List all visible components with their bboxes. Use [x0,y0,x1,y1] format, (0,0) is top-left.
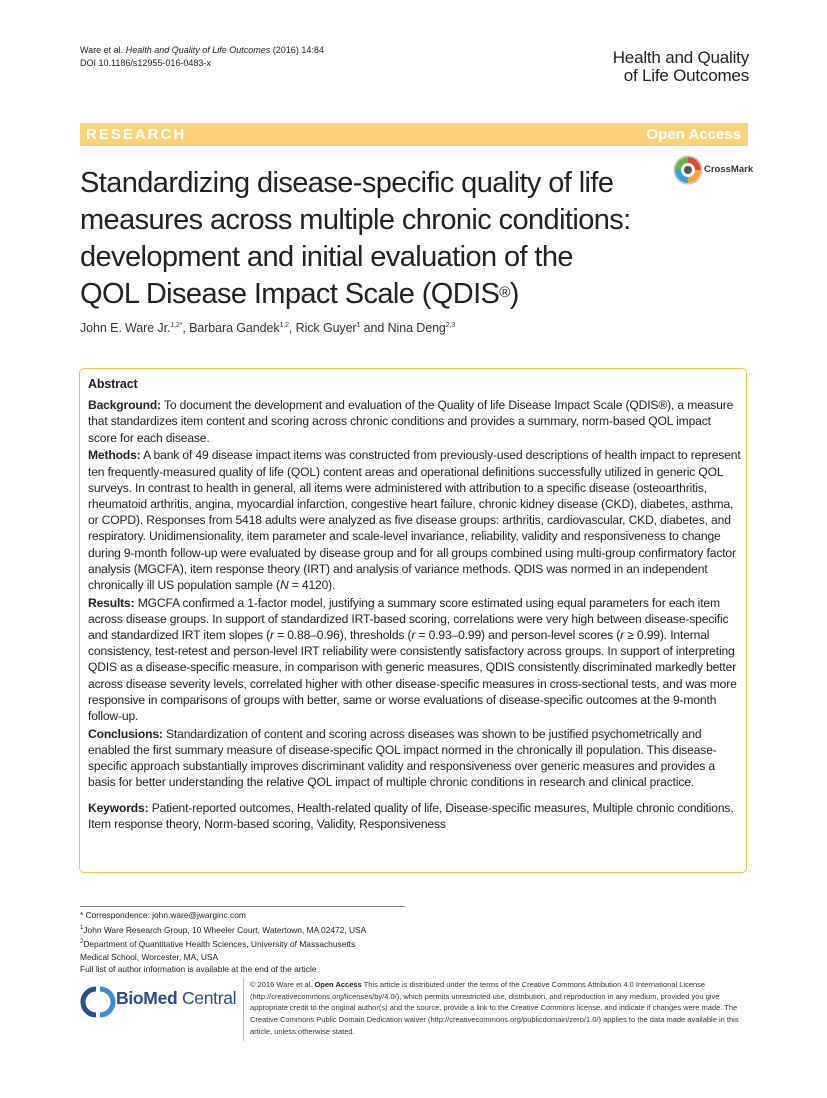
keywords-label: Keywords: [88,800,149,815]
title-line4-text: QOL Disease Impact Scale (QDIS [80,278,500,310]
methods-text: A bank of 49 disease impact items was constructed from previously-used descriptions of health impact to represent ten frequently-measured quality of life (QOL) content areas and operational definitions successfully utilized in generic QOL surveys. In contrast to health in general, all items were administered with attribution to a specific disease (osteoarthritis, rheumatoid arthritis, angina, myocardial infarction, congestive heart failure, chronic kidney disease (CKD), diabetes, asthma, or COPD). Responses from 5418 adults were analyzed as five disease groups: arthritis, cardiovascular, CKD, diabetes, and respiratory. Unidimensionality, item parameter and scale-level invariance, reliability, validity and responsiveness to change during 9-month follow-up were evaluated by disease group and for all groups combined using multi-group confirmatory factor analysis (MGCFA), item response theory (IRT) and analysis of variance methods. QDIS was normed in an independent chronically ill US population sample ( [88,448,741,592]
open-access-tag: Open Access [314,980,362,989]
citation-volume: (2016) 14:84 [272,45,324,55]
journal-name [613,49,749,85]
crossmark-label[interactable]: CrossMark [704,164,754,175]
abstract-heading: Abstract [88,377,138,391]
author-name[interactable]: Nina Deng [387,321,446,335]
affiliation-note [80,936,366,951]
registered-mark: ® [499,284,510,301]
author-info-note: Full list of author information is available at the end of the article [80,964,317,975]
footnote-divider [80,906,405,907]
results-text: ≥ 0.99). Internal consistency, test-retest and person-level IRT reliability were consistently satisfactory across groups. In support of interpreting QDIS as a disease-specific measure, in comparison with generic measures, QDIS consistently discriminated markedly better across disease severity levels, correlated higher with other disease-specific measures in cross-sectional tests, and was more responsive in comparisons of groups with better, same or worse evaluations of disease-specific outcomes at the 9-month follow-up. [88,628,737,724]
affiliation-text: Department of Quantitative Health Sciences, University of Massachusetts [83,939,356,949]
abstract-background [88,397,742,446]
author-separator: , [288,321,296,335]
article-title [80,165,680,313]
author-name[interactable]: Rick Guyer [295,321,357,335]
affiliation-number: 2 [80,939,84,946]
author-list [80,321,455,335]
title-line [80,276,680,313]
results-r-symbol: r [620,628,625,643]
background-text: To document the development and evaluation of the Quality of life Disease Impact Scale (QDIS®), a measure that standardizes item content and scoring across chronic conditions and provides a summary, norm-based QOL impact score for each disease. [88,398,734,445]
license-text: This article is distributed under the terms of the Creative Commons Attribution 4.0 International License (http://creativecommons.org/licenses/by/4.0/), which permits unrestricted use, distribution, and reproduction in any medium, provided you give appropriate credit to the original author(s) and the source, provide a link to the Creative Commons license, and indicate if changes were made. The Creative Commons Public Domain Dedication waiver (http://creativecommons.org/publicdomain/zero/1.0/) applies to the data made available in this article, unless otherwise stated. [250,980,739,1036]
affiliation-note-cont: Medical School, Worcester, MA, USA [80,951,219,962]
author-separator: , [182,321,190,335]
citation-journal: Health and Quality of Life Outcomes [125,45,271,55]
author-separator: and [360,321,388,335]
results-label: Results: [88,595,135,610]
affiliation-note [80,922,366,937]
affiliation-text: John Ware Research Group, 10 Wheeler Court, Watertown, MA 02472, USA [83,924,367,935]
background-label: Background: [88,398,161,413]
abstract-methods [88,447,742,593]
author-affiliation: 2,3 [445,321,456,329]
article-type-label: RESEARCH [86,126,187,143]
author-name[interactable]: Barbara Gandek [189,321,280,335]
citation-line [80,44,324,57]
methods-text-end: = 4120). [288,577,336,592]
citation-doi: DOI 10.1186/s12955-016-0483-x [80,58,211,68]
conclusions-text: Standardization of content and scoring across diseases was shown to be justified psychometrically and enabled the first summary measure of disease-specific QOL impact normed in the chronically ill population. This disease-specific approach substantially improves discriminant validity and responsiveness over generic measures and provides a basis for better understanding the relative QOL impact of multiple chronic conditions in research and clinical practice. [88,726,717,790]
publisher-name-bold: BioMed [116,988,178,1008]
citation-authors: Ware et al. [80,45,124,55]
author-affiliation: 1 [356,321,361,329]
author-affiliation: 1,2 [279,321,289,329]
results-text: MGCFA confirmed a 1-factor model, justifying a summary score estimated using equal parameters for each item across disease groups. In support of standardized IRT-based scoring, correlations were very high between disease-specific and standardized IRT item slopes ( [88,595,729,643]
license-divider [243,978,244,1041]
title-line: Standardizing disease-specific quality of life [80,167,614,199]
author-name[interactable]: John E. Ware Jr. [80,321,171,335]
journal-name-line2: of Life Outcomes [623,66,749,85]
correspondence-note[interactable]: * Correspondence: john.ware@jwarginc.com [80,910,246,920]
publisher-name [116,988,236,1009]
abstract [88,376,742,833]
abstract-keywords [88,800,742,832]
abstract-conclusions [88,726,742,791]
results-text: = 0.93–0.99) and person-level scores ( [415,628,621,643]
results-text: = 0.88–0.96), thresholds ( [273,628,412,643]
license-statement [250,979,750,1038]
article-citation [80,44,324,70]
copyright: © 2016 Ware et al. [250,980,313,989]
results-r-symbol: r [411,628,416,643]
footnotes [80,909,366,976]
keywords-text: Patient-reported outcomes, Health-related quality of life, Disease-specific measures, Multiple chronic conditions, Item response theory, Norm-based scoring, Validity, Responsiveness [88,800,734,831]
open-access-label: Open Access [646,126,741,143]
methods-label: Methods: [88,448,141,463]
abstract-results [88,595,742,725]
title-line: development and initial evaluation of the [80,241,573,273]
publisher-name-regular: Central [177,988,237,1008]
conclusions-label: Conclusions: [88,726,163,741]
affiliation-number: 1 [80,924,84,931]
author-affiliation: 1,2* [170,321,183,329]
title-line: measures across multiple chronic conditions: [80,204,631,236]
journal-name-line1: Health and Quality [612,48,749,67]
results-r-symbol: r [270,628,274,643]
methods-n-symbol: N [279,577,289,592]
title-line4-close: ) [509,278,519,310]
